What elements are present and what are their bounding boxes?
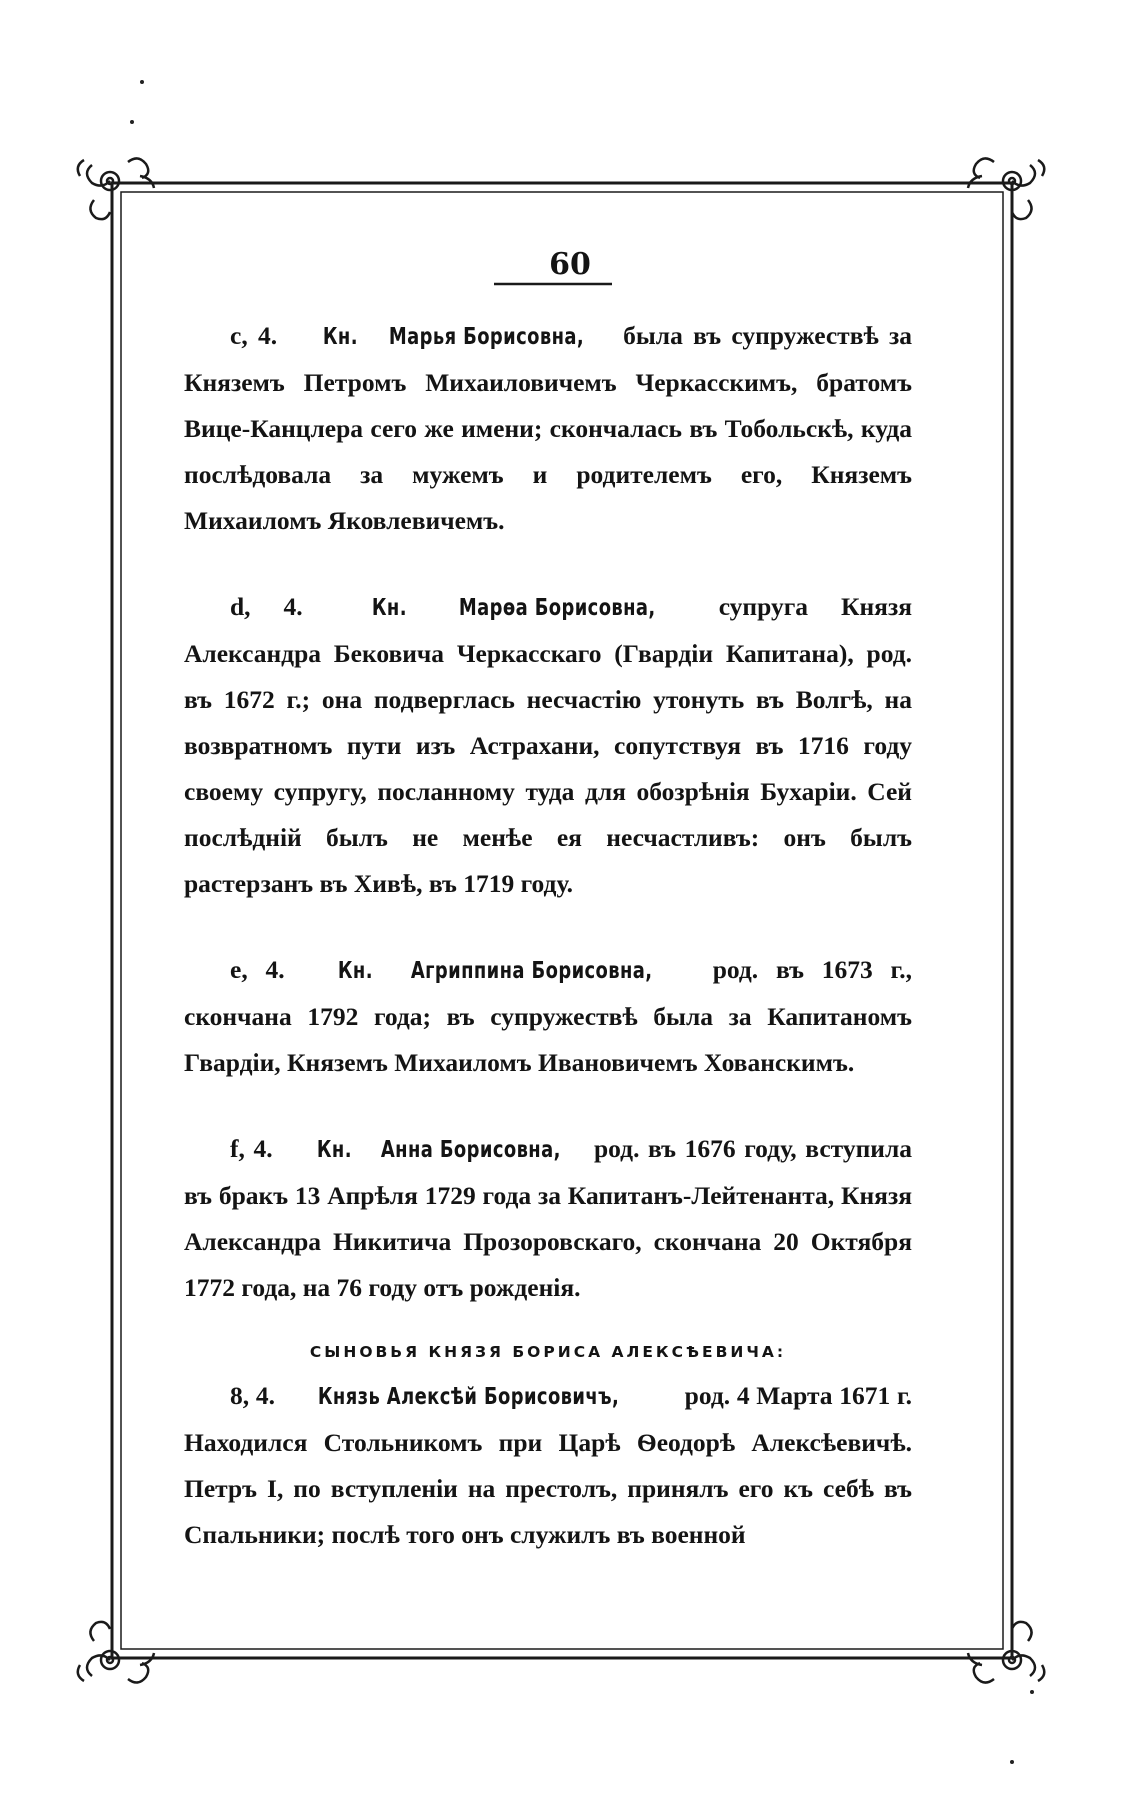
spacer <box>184 907 912 947</box>
scan-speck <box>1010 1760 1014 1764</box>
entry-title: Анна Борисовна, <box>380 1137 561 1163</box>
scan-speck <box>140 80 144 84</box>
spacer <box>184 1086 912 1126</box>
entry-marker: d, 4. <box>230 592 303 621</box>
entry-text: супруга Князя Александра Бековича Черкасскаго (Гвардіи Капитана), род. въ 1672 г.; она подверглась несчастію утонуть въ Волгѣ, на возвратномъ пути изъ Астрахани, сопутствуя въ 1716 году своему супругу, посланному туда для обозрѣнія Бухаріи. Сей послѣдній былъ не менѣе ея несчастливъ: онъ былъ растерзанъ въ Хивѣ, въ 1719 году. <box>184 592 913 898</box>
entry-title-prefix: Кн. <box>338 958 374 984</box>
section-heading: СЫНОВЬЯ КНЯЗЯ БОРИСА АЛЕКСѢЕВИЧА: <box>309 1343 787 1361</box>
entry-title-prefix: Кн. <box>317 1137 353 1163</box>
entry-marker: 8, 4. <box>230 1381 275 1410</box>
entry-title-prefix: Кн. <box>371 595 407 621</box>
corner-ornament-bottom-right <box>968 1622 1044 1683</box>
entry-marker: c, 4. <box>230 321 278 350</box>
page-number: 60 <box>549 247 591 282</box>
entry-title: Агриппина Борисовна, <box>411 958 653 984</box>
corner-ornament-bottom-left <box>78 1622 154 1683</box>
entry-c <box>184 313 912 544</box>
entry-son-8 <box>184 1373 912 1558</box>
page-body <box>184 313 912 1558</box>
corner-ornament-top-left <box>78 158 154 219</box>
entry-e <box>184 947 912 1086</box>
spacer <box>184 544 912 584</box>
spacer <box>184 1311 912 1337</box>
entry-text: род. въ 1673 г., скончана 1792 года; въ супружествѣ была за Капитаномъ Гвардіи, Княземъ Михаиломъ Ивановичемъ Хованскимъ. <box>184 955 913 1077</box>
entry-marker: e, 4. <box>230 955 285 984</box>
corner-ornament-top-right <box>968 158 1044 219</box>
entry-marker: f, 4. <box>230 1134 273 1163</box>
entry-text: род. въ 1676 году, вступила въ бракъ 13 Апрѣля 1729 года за Капитанъ-Лейтенанта, Князя Александра Никитича Прозоровскаго, скончана 20 Октября 1772 года, на 76 году отъ рожденія. <box>184 1134 913 1302</box>
scan-speck <box>130 120 134 124</box>
entry-title: Марья Борисовна, <box>388 324 584 350</box>
entry-text: род. 4 Марта 1671 г. Находился Стольникомъ при Царѣ Ѳеодорѣ Алексѣевичѣ. Петръ I, по вступленіи на престолъ, принялъ его къ себѣ въ Спальники; послѣ того онъ служилъ въ военной <box>184 1381 913 1549</box>
entry-text: была въ супружествѣ за Княземъ Петромъ Михаиловичемъ Черкасскимъ, братомъ Вице-Канцлера сего же имени; скончалась въ Тобольскѣ, куда послѣдовала за мужемъ и родителемъ его, Княземъ Михаиломъ Яковлевичемъ. <box>184 321 913 535</box>
entry-d <box>184 584 912 907</box>
entry-title: Князь Алексѣй Борисовичъ, <box>317 1384 619 1410</box>
entry-title: Марѳа Борисовна, <box>459 595 657 621</box>
entry-title-prefix: Кн. <box>323 324 359 350</box>
entry-f <box>184 1126 912 1311</box>
scan-speck <box>1030 1690 1034 1694</box>
